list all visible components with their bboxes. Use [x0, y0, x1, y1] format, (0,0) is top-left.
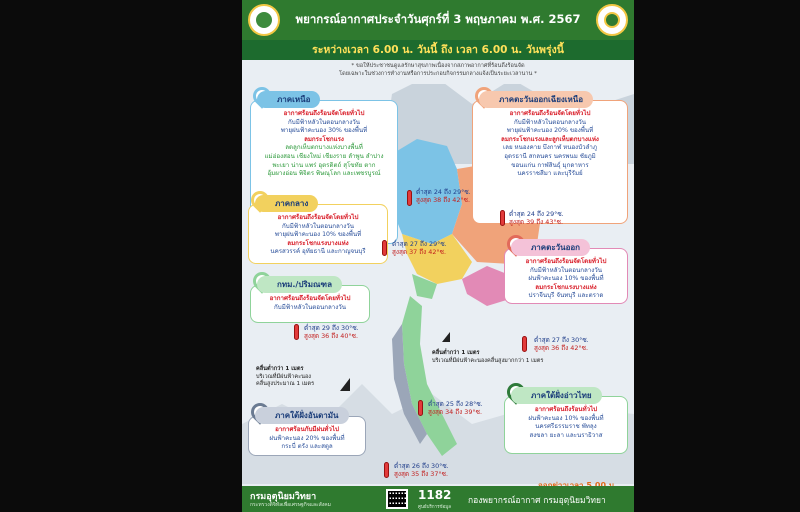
north-rain: พายุฝนฟ้าคะนอง 30% ของพื้นที่: [280, 127, 368, 135]
central-rain: พายุฝนฟ้าคะนอง 10% ของพื้นที่: [274, 231, 362, 239]
boat-icon: [340, 378, 350, 391]
gulf-rain: ฝนฟ้าคะนอง 10% ของพื้นที่: [528, 414, 604, 422]
east-storm-label: ลมกระโชกแรงบางแห่ง: [535, 283, 597, 291]
qr-code-icon[interactable]: [386, 489, 408, 509]
andaman-wave-height: คลื่นต่ำกว่า 1 เมตร: [256, 366, 304, 372]
andaman-areas-1: กระบี่ ตรัง และสตูล: [281, 443, 333, 451]
bangkok-line-2: กับมีฟ้าหลัวในตอนกลางวัน: [274, 303, 346, 311]
northeast-areas-4: นครราชสีมา และบุรีรัมย์: [517, 170, 583, 178]
bangkok-region-card: [250, 280, 370, 323]
bangkok-temperature: [304, 324, 359, 340]
gulf-temp-high: สูงสุด 34 ถึง 39°ซ.: [428, 408, 482, 416]
tmd-logo-icon: [596, 4, 628, 36]
header-bar: [242, 0, 634, 40]
central-region-card: [248, 199, 388, 264]
northeast-areas-1: เลย หนองคาย บึงกาฬ หนองบัวลำภู: [503, 144, 597, 152]
forecast-period: ระหว่างเวลา 6.00 น. วันนี้ ถึง เวลา 6.00 น. วันพรุ่งนี้: [242, 40, 634, 60]
north-region-title: ภาคเหนือ: [257, 91, 320, 108]
gulf-temperature: [428, 400, 483, 416]
northeast-region-card: [472, 95, 628, 224]
north-areas-2: แม่ฮ่องสอน เชียงใหม่ เชียงราย ลำพูน ลำปาง: [264, 152, 384, 160]
bureau-name: กองพยากรณ์อากาศ กรมอุตุนิยมวิทยา: [468, 496, 606, 506]
notice-line-2: โดยเฉพาะในช่วงการทำงานหรือการประกอบกิจกรรมกลางแจ้งเป็นระยะเวลานาน *: [339, 71, 537, 77]
thermometer-icon: [500, 210, 505, 226]
central-temperature: [392, 240, 447, 256]
east-rain: ฝนฟ้าคะนอง 10% ของพื้นที่: [528, 275, 604, 283]
northeast-line-2: กับมีฟ้าหลัวในตอนกลางวัน: [514, 118, 586, 126]
thermometer-icon: [407, 190, 412, 206]
east-areas-1: ปราจีนบุรี จันทบุรี และตราด: [528, 292, 604, 300]
north-temperature: [416, 188, 471, 204]
thermometer-icon: [384, 462, 389, 478]
hotline-number: 1182: [418, 488, 452, 502]
northeast-rain: พายุฝนฟ้าคะนอง 20% ของพื้นที่: [506, 127, 594, 135]
thermometer-icon: [382, 240, 387, 256]
andaman-temp-high: สูงสุด 35 ถึง 37°ซ.: [394, 470, 448, 478]
andaman-wave-line-3: คลื่นสูงประมาณ 1 เมตร: [256, 381, 315, 387]
central-storm-label: ลมกระโชกแรงบางแห่ง: [287, 239, 349, 247]
andaman-region-title: ภาคใต้ฝั่งอันดามัน: [255, 407, 349, 424]
central-temp-high: สูงสุด 37 ถึง 42°ซ.: [392, 248, 446, 256]
central-headline: อากาศร้อนถึงร้อนจัดโดยทั่วไป: [277, 214, 359, 221]
north-line-2: กับมีฟ้าหลัวในตอนกลางวัน: [288, 118, 360, 126]
andaman-temp-low: ต่ำสุด 26 ถึง 30°ซ.: [394, 462, 449, 470]
north-storm-label: ลมกระโชกแรง: [304, 135, 344, 143]
east-region-card: [504, 243, 628, 304]
gulf-wave-line-2: บริเวณที่มีฝนฟ้าคะนองคลื่นสูงมากกว่า 1 เมตร: [432, 357, 544, 364]
forecast-title: พยากรณ์อากาศประจำวันศุกร์ที่ 3 พฤษภาคม พ.ศ. 2567: [295, 12, 581, 26]
bangkok-temp-high: สูงสุด 36 ถึง 40°ซ.: [304, 332, 358, 340]
east-headline: อากาศร้อนถึงร้อนจัดโดยทั่วไป: [525, 258, 607, 265]
gulf-wave-info: [432, 350, 543, 365]
health-notice: [262, 62, 614, 84]
northeast-temp-high: สูงสุด 39 ถึง 43°ซ.: [509, 218, 563, 226]
northeast-headline: อากาศร้อนถึงร้อนจัดโดยทั่วไป: [509, 110, 591, 117]
central-region-title: ภาคกลาง: [255, 195, 318, 212]
central-line-2: กับมีฟ้าหลัวในตอนกลางวัน: [282, 222, 354, 230]
east-region-shape: [462, 266, 510, 306]
bangkok-headline: อากาศร้อนถึงร้อนจัดโดยทั่วไป: [269, 295, 351, 302]
northeast-region-title: ภาคตะวันออกเฉียงเหนือ: [479, 91, 593, 108]
footer-bar: [242, 486, 634, 512]
north-areas-4: อุ้มผางอ่อน พิจิตร พิษณุโลก และเพชรบูรณ์: [267, 170, 381, 178]
bangkok-region-title: กทม./ปริมณฑล: [257, 276, 342, 293]
thermometer-icon: [294, 324, 299, 340]
north-headline: อากาศร้อนถึงร้อนจัดโดยทั่วไป: [283, 110, 365, 117]
gulf-headline: อากาศร้อนถึงร้อนทั่วไป: [534, 406, 598, 413]
hotline-subtitle: ศูนย์บริการข้อมูล: [418, 505, 452, 510]
north-areas-1: ลดลูกเห็บตกบางแห่งบางพื้นที่: [285, 144, 363, 152]
gulf-region-title: ภาคใต้ฝั่งอ่าวไทย: [511, 387, 602, 404]
gulf-wave-height: คลื่นต่ำกว่า 1 เมตร: [432, 350, 480, 356]
northeast-temp-low: ต่ำสุด 24 ถึง 29°ซ.: [509, 210, 564, 218]
andaman-rain: ฝนฟ้าคะนอง 20% ของพื้นที่: [269, 434, 345, 442]
northeast-areas-3: ขอนแก่น กาฬสินธุ์ มุกดาหาร: [511, 161, 589, 169]
northeast-storm-label: ลมกระโชกแรงและลูกเห็บตกบางแห่ง: [501, 135, 599, 143]
east-line-2: กับมีฟ้าหลัวในตอนกลางวัน: [530, 266, 602, 274]
notice-line-1: * ขอให้ประชาชนดูแลรักษาสุขภาพเนื่องจากสภาพอากาศที่ร้อนถึงร้อนจัด: [351, 63, 525, 69]
andaman-region-card: [248, 411, 366, 456]
andaman-wave-info: [256, 366, 314, 389]
north-areas-3: พะเยา น่าน แพร่ อุตรดิตถ์ สุโขทัย ตาก: [272, 161, 376, 169]
andaman-temperature: [394, 462, 449, 478]
ministry-name: กระทรวงดิจิทัลเพื่อเศรษฐกิจและสังคม: [250, 502, 331, 508]
department-name: กรมอุตุนิยมวิทยา: [250, 492, 317, 502]
andaman-wave-line-2: บริเวณที่มีฝนฟ้าคะนอง: [256, 373, 312, 380]
northeast-temperature: [509, 210, 564, 226]
east-temp-high: สูงสุด 36 ถึง 42°ซ.: [534, 344, 588, 352]
bangkok-temp-low: ต่ำสุด 29 ถึง 30°ซ.: [304, 324, 359, 332]
gulf-temp-low: ต่ำสุด 25 ถึง 28°ซ.: [428, 400, 483, 408]
northeast-areas-2: อุดรธานี สกลนคร นครพนม ชัยภูมิ: [504, 152, 596, 160]
north-temp-high: สูงสุด 38 ถึง 42°ซ.: [416, 196, 470, 204]
boat-icon: [442, 332, 450, 342]
gulf-region-card: [504, 391, 628, 454]
gulf-areas-2: สงขลา ยะลา และนราธิวาส: [529, 431, 603, 439]
north-temp-low: ต่ำสุด 24 ถึง 29°ซ.: [416, 188, 471, 196]
gulf-areas-1: นครศรีธรรมราช พัทลุง: [535, 423, 597, 431]
weather-forecast-poster: [242, 0, 634, 512]
east-temp-low: ต่ำสุด 27 ถึง 30°ซ.: [534, 336, 589, 344]
east-region-title: ภาคตะวันออก: [511, 239, 590, 256]
central-areas-1: นครสวรรค์ อุทัยธานี และกาญจนบุรี: [270, 248, 366, 256]
ministry-logo-icon: [248, 4, 280, 36]
andaman-headline: อากาศร้อนกับมีฝนทั่วไป: [275, 426, 339, 433]
thermometer-icon: [418, 400, 423, 416]
central-temp-low: ต่ำสุด 27 ถึง 29°ซ.: [392, 240, 447, 248]
